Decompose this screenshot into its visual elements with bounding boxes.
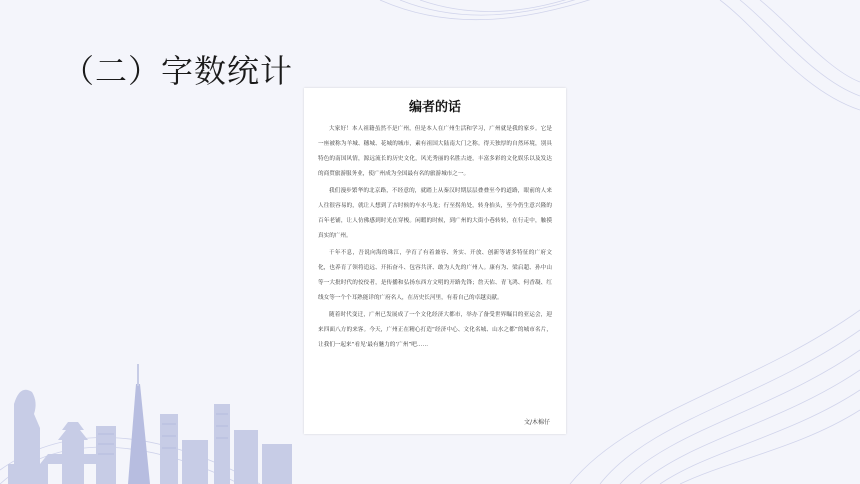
guangzhou-skyline-illustration	[0, 344, 300, 484]
document-title: 编者的话	[408, 100, 461, 115]
document-paragraph: 千年不息，吾说向海的珠江，孕育了有着兼容、务实、开放、创新等诸多特征的广府文化，也养育了领将追远、开拓奋斗、包容共济、敢为人先的广州人。康有为、梁启超、孙中山等一大批时代的佼佼者，是传播和弘扬东西方文明的开路先锋；詹天佑、青飞鸿、何香凝、红线女等一个个耳熟能详的广府名人，在历史长河里，有着自己的卓越贡献。	[318, 250, 552, 301]
document-paragraph: 我们漫步繁华的北京路，不经意的，就踏上从秦汉时期层层叠叠至今的道路，眼前的人来人往很容易的，就让人想到了古时候的车水马龙；行至拐角处，转身抬头，至今仍生意兴隆的百年老铺，让人仿佛感到时光在穿梭。闲暇的时候，到广州的大街小巷转转，在行走中，触摸真实的广州。	[318, 188, 552, 239]
document-image	[304, 88, 566, 434]
document-paragraph: 大家好！本人祖籍虽然不是广州，但是本人在广州生活和学习，广州就是我的家乡。它是一座被称为羊城、穗城、花城的城市，素有祖国大陆南大门之称。得天独厚的自然环境，别具特色的南国风情，源远流长的历史文化，风光秀丽的名胜古迹，丰富多彩的文化娱乐以及发达的商贸旅游服务业，使广州成为全国最有名的旅游城市之一。	[318, 126, 552, 177]
document-paragraph: 随着时代变迁，广州已发展成了一个文化经济大都市，举办了备受世界瞩目的亚运会，迎来四面八方的来客。今天，广州正在精心打造“经济中心、文化名城、山水之都”的城市名片，让我们一起来“看见‘最有魅力的’广州”吧……	[318, 312, 552, 348]
document-author: 文/木棉仔	[523, 419, 550, 426]
slide-title: （二）字数统计	[62, 52, 294, 90]
